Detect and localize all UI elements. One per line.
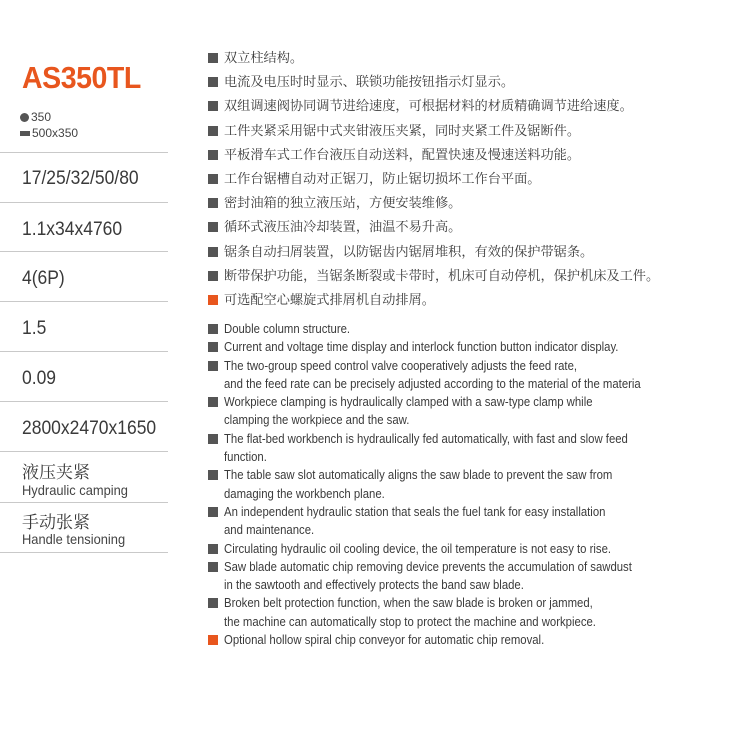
clamping-zh: 液压夹紧 [22,463,90,482]
square-bullet-icon [208,544,218,554]
divider [0,502,168,503]
spec-dimensions: 2800x2470x1650 [22,418,157,439]
list-item: Double column structure. [208,320,743,338]
square-bullet-icon [208,397,218,407]
tensioning-zh: 手动张紧 [22,513,90,532]
spec-motor: 4(6P) [22,268,65,289]
clamping-en: Hydraulic camping [22,482,128,498]
square-bullet-icon [208,434,218,444]
square-bullet-icon [208,126,218,136]
list-item: 电流及电压时时显示、联锁功能按钮指示灯显示。 [208,70,743,94]
square-bullet-icon [208,174,218,184]
list-item: The flat-bed workbench is hydraulically fed automatically, with fast and slow feed function. [208,430,743,467]
list-item: 工作台锯槽自动对正锯刀，防止锯切损坏工作台平面。 [208,167,743,191]
model-title: AS350TL [22,60,141,95]
list-item: Circulating hydraulic oil cooling device, the oil temperature is not easy to rise. [208,540,743,558]
filled-rectangle-icon [20,131,30,136]
list-item: Current and voltage time display and interlock function button indicator display. [208,338,743,356]
square-bullet-icon [208,361,218,371]
spec-speeds: 17/25/32/50/80 [22,168,139,189]
list-item: 断带保护功能，当锯条断裂或卡带时，机床可自动停机，保护机床及工件。 [208,264,743,288]
list-item: 双立柱结构。 [208,46,743,70]
square-bullet-icon [208,150,218,160]
list-item: Optional hollow spiral chip conveyor for automatic chip removal. [208,631,743,649]
filled-circle-icon [20,113,29,122]
list-item: 双组调速阀协同调节进给速度，可根据材料的材质精确调节进给速度。 [208,94,743,118]
list-item: 循环式液压油冷却装置，油温不易升高。 [208,215,743,239]
divider [0,152,168,153]
list-item: Workpiece clamping is hydraulically clamped with a saw-type clamp while clamping the workpiece and the saw. [208,393,743,430]
divider [0,451,168,452]
divider [0,202,168,203]
divider [0,401,168,402]
list-item: The table saw slot automatically aligns the saw blade to prevent the saw from damaging the workbench plane. [208,466,743,503]
square-bullet-icon [208,635,218,645]
square-bullet-icon [208,222,218,232]
spec-blade: 1.1x34x4760 [22,219,123,240]
square-bullet-icon [208,342,218,352]
divider [0,351,168,352]
list-item: Broken belt protection function, when the saw blade is broken or jammed, the machine can automatically stop to protect the machine and workpiece. [208,594,743,631]
divider [0,301,168,302]
list-item: Saw blade automatic chip removing device prevents the accumulation of sawdust in the sawtooth and effectively protects the band saw blade. [208,558,743,595]
divider [0,251,168,252]
square-bullet-icon [208,324,218,334]
spec-pump: 0.09 [22,368,57,389]
spec-power: 1.5 [22,318,47,339]
list-item: 平板滑车式工作台液压自动送料，配置快速及慢速送料功能。 [208,143,743,167]
square-bullet-icon [208,598,218,608]
square-bullet-icon [208,247,218,257]
square-bullet-icon [208,562,218,572]
square-bullet-icon [208,271,218,281]
square-bullet-icon [208,295,218,305]
list-item: 锯条自动扫屑装置，以防锯齿内锯屑堆积，有效的保护带锯条。 [208,240,743,264]
list-item: An independent hydraulic station that seals the fuel tank for easy installation and maintenance. [208,503,743,540]
square-bullet-icon [208,470,218,480]
list-item: 可选配空心螺旋式排屑机自动排屑。 [208,288,743,312]
list-item: The two-group speed control valve cooperatively adjusts the feed rate, and the feed rate can be precisely adjusted according to the material of the materia [208,357,743,394]
tensioning-en: Handle tensioning [22,531,126,547]
features-en-list [208,320,743,649]
capacity-rect: 500x350 [20,126,78,140]
square-bullet-icon [208,77,218,87]
list-item: 工件夹紧采用锯中式夹钳液压夹紧，同时夹紧工件及锯断件。 [208,119,743,143]
square-bullet-icon [208,198,218,208]
square-bullet-icon [208,53,218,63]
list-item: 密封油箱的独立液压站，方便安装维修。 [208,191,743,215]
square-bullet-icon [208,507,218,517]
features-zh-list [208,46,743,312]
capacity-round: 350 [20,110,51,124]
divider [0,552,168,553]
square-bullet-icon [208,101,218,111]
